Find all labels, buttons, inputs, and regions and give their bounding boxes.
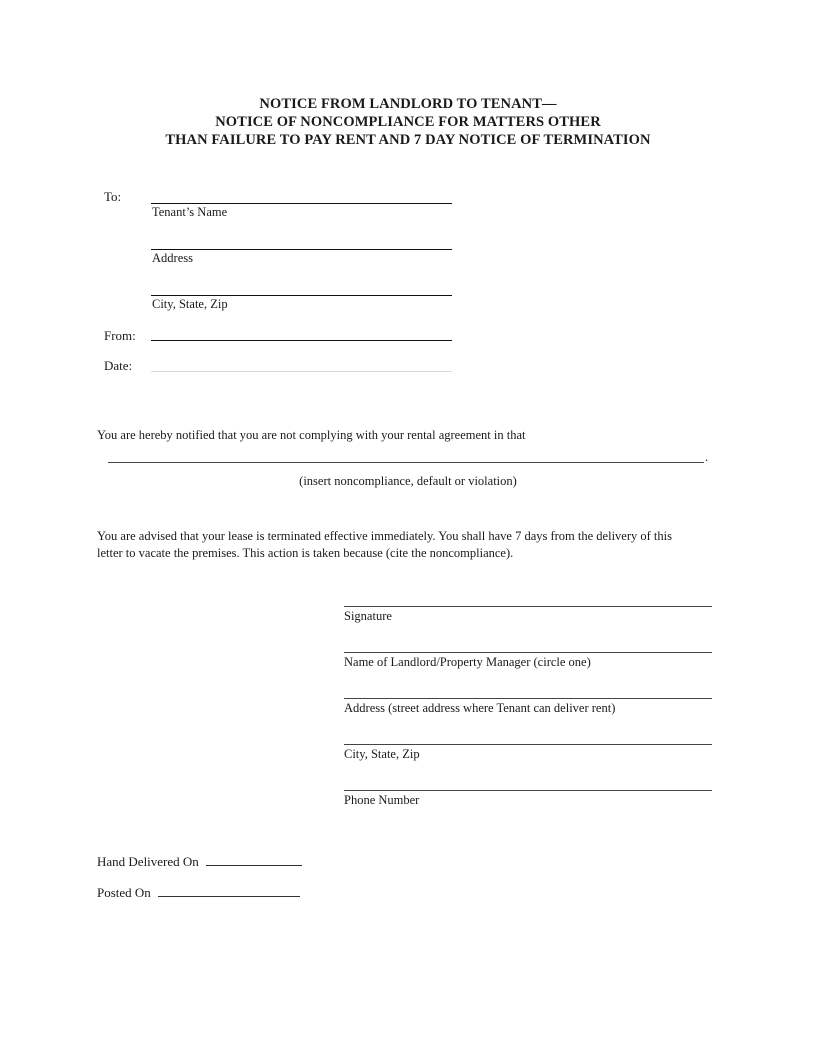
phone-caption: Phone Number	[344, 793, 420, 807]
tenant-city-line[interactable]	[151, 295, 452, 296]
noncompliance-line[interactable]	[108, 462, 704, 463]
from-label: From:	[104, 328, 136, 343]
landlord-address-line[interactable]	[344, 698, 712, 699]
date-label: Date:	[104, 358, 133, 373]
to-label: To:	[104, 189, 122, 204]
notice-intro: You are hereby notified that you are not complying with your rental agreement in that	[97, 428, 526, 442]
landlord-name-line[interactable]	[344, 652, 712, 653]
posted-row	[97, 885, 300, 900]
posted-line[interactable]	[158, 885, 300, 897]
landlord-address-caption: Address (street address where Tenant can deliver rent)	[344, 701, 616, 715]
tenant-name-line[interactable]	[151, 203, 452, 204]
signature-line[interactable]	[344, 606, 712, 607]
tenant-address-line[interactable]	[151, 249, 452, 250]
hand-delivered-row	[97, 854, 302, 869]
posted-label: Posted On	[97, 885, 151, 900]
noncompliance-period: .	[705, 450, 709, 464]
signature-caption: Signature	[344, 609, 392, 623]
document-title	[0, 95, 816, 149]
landlord-city-caption: City, State, Zip	[344, 747, 420, 761]
title-line-2: NOTICE OF NONCOMPLIANCE FOR MATTERS OTHER	[215, 114, 601, 130]
phone-line[interactable]	[344, 790, 712, 791]
advice-line-1: You are advised that your lease is terminated effective immediately. You shall have 7 days from the delivery of this	[97, 529, 672, 543]
from-line[interactable]	[151, 340, 452, 341]
hand-delivered-label: Hand Delivered On	[97, 854, 199, 869]
tenant-city-caption: City, State, Zip	[152, 297, 228, 311]
tenant-address-caption: Address	[152, 251, 193, 265]
landlord-name-caption: Name of Landlord/Property Manager (circle one)	[344, 655, 591, 669]
hand-delivered-line[interactable]	[206, 854, 302, 866]
tenant-name-caption: Tenant’s Name	[152, 205, 228, 219]
landlord-city-line[interactable]	[344, 744, 712, 745]
advice-line-2: letter to vacate the premises. This action is taken because (cite the noncompliance).	[97, 546, 514, 560]
title-line-3: THAN FAILURE TO PAY RENT AND 7 DAY NOTICE OF TERMINATION	[165, 132, 651, 148]
date-line[interactable]	[151, 371, 452, 372]
title-line-1: NOTICE FROM LANDLORD TO TENANT—	[259, 96, 557, 112]
noncompliance-caption: (insert noncompliance, default or violation)	[299, 474, 517, 488]
